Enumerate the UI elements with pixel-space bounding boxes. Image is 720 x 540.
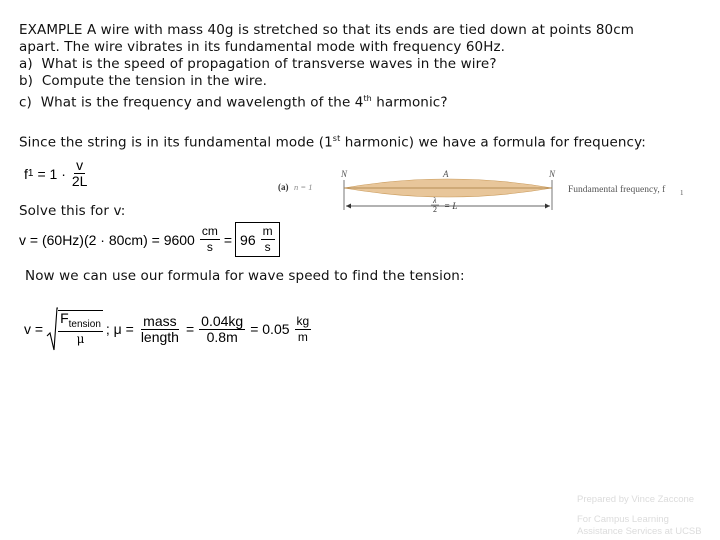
speed-equation: v = (60Hz)(2 · 80cm) = 9600 $\frac{cm}{s}$ = 96 $\frac{m}{s}$ [19, 222, 280, 257]
tension-equation: v = $\frac{F_{tension}}{\mu}$ ; μ = $\frac{\text{mass}}{\text{length}}$ = $\frac{0.04kg}{0.8m}$ = 0.05 $\frac{kg}{m}$ [24, 306, 311, 352]
statement-line-1: EXAMPLE A wire with mass 40g is stretched so that its ends are tied down at points 80cm [19, 22, 635, 38]
figure-caption: Fundamental frequency, f [568, 185, 666, 195]
dimension-arrow-left [346, 204, 351, 209]
example-label: EXAMPLE [19, 22, 83, 38]
mode-number: n = 1 [294, 182, 313, 192]
dimension-arrow-right [545, 204, 550, 209]
credit-prepared-by: Prepared by Vince Zaccone [577, 494, 695, 505]
question-c: c) What is the frequency and wavelength of the 4th harmonic? [19, 94, 448, 111]
tension-over-mu: $\frac{F_{tension}}{\mu}$ [60, 309, 101, 347]
step1-text: Since the string is in its fundamental mode (1st harmonic) we have a formula for frequency: [19, 134, 646, 151]
m-per-s-unit: $\frac{m}{s}$ [262, 224, 273, 254]
antinode-label: A [443, 169, 449, 179]
caption-subscript: 1 [680, 189, 684, 197]
credit-line-2: For Campus Learning [577, 514, 669, 525]
credit-line-3: Assistance Services at UCSB [577, 526, 702, 537]
radical-sign [46, 306, 58, 352]
lambda-num: λ [433, 196, 437, 205]
question-a: a) What is the speed of propagation of transverse waves in the wire? [19, 56, 497, 72]
statement-line-2: apart. The wire vibrates in its fundamental mode with frequency 60Hz. [19, 39, 506, 55]
step3-text: Now we can use our formula for wave speed to find the tension: [25, 268, 465, 284]
node-right-label: N [549, 169, 556, 179]
problem-statement [19, 22, 709, 112]
step2-text: Solve this for v: [19, 203, 126, 219]
kg-per-m-unit: $\frac{kg}{m}$ [296, 313, 310, 344]
cm-per-s-unit: $\frac{cm}{s}$ [201, 224, 218, 254]
lambda-den: 2 [433, 205, 437, 214]
frequency-equation: f 1 = 1 · $\frac{v}{2L}$ [24, 157, 88, 189]
speed-answer-box: 96 $\frac{m}{s}$ [235, 222, 280, 257]
length-label: = L [444, 201, 458, 211]
figure-label: (a) [278, 182, 289, 192]
standing-wave-figure [270, 162, 690, 217]
node-left-label: N [341, 169, 348, 179]
mass-over-length: $\frac{\text{mass}}{\text{length}}$ [140, 312, 179, 345]
question-b: b) Compute the tension in the wire. [19, 73, 268, 89]
value-fraction: $\frac{0.04kg}{0.8m}$ [201, 312, 244, 345]
v-over-2L: $\frac{v}{2L}$ [71, 157, 88, 189]
